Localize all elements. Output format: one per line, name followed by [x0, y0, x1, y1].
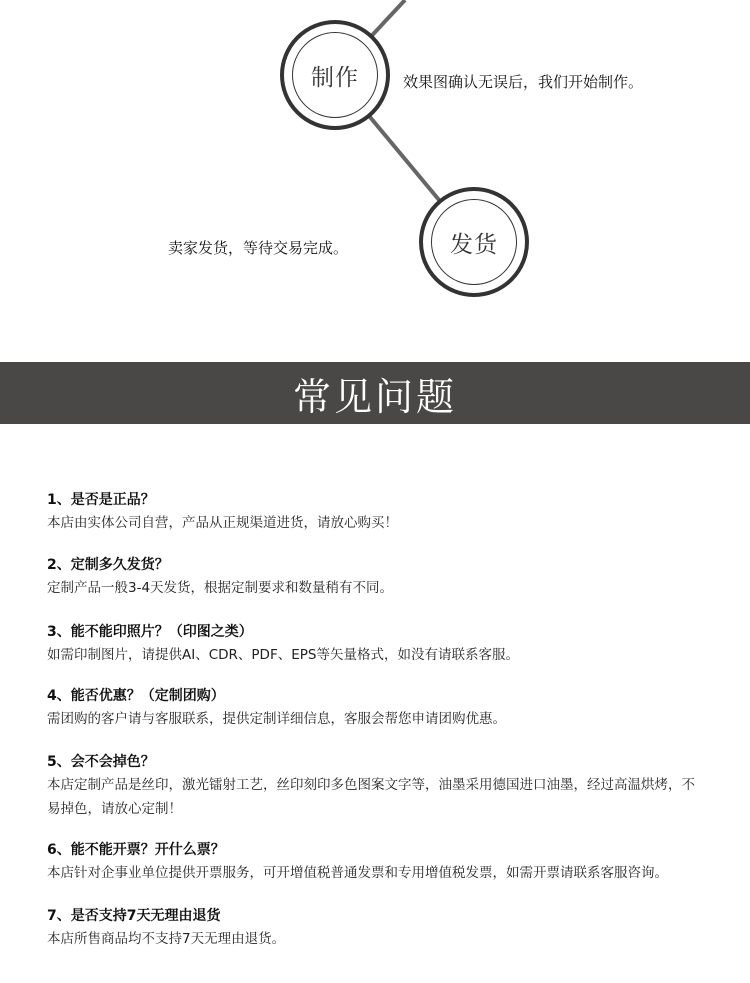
faq-item	[47, 839, 707, 885]
faq-question: 4、能否优惠？（定制团购）	[47, 688, 225, 704]
faq-question: 5、会不会掉色？	[47, 754, 155, 770]
faq-banner	[0, 362, 750, 424]
process-flow	[0, 0, 750, 362]
faq-item	[47, 554, 707, 600]
faq-item	[47, 621, 707, 667]
faq-item	[47, 685, 707, 731]
step-label-production: 制作	[292, 32, 378, 118]
faq-question: 6、能不能开票？开什么票？	[47, 842, 225, 858]
faq-question: 1、是否是正品？	[47, 492, 155, 508]
step-circle-shipping	[419, 187, 529, 297]
faq-answer: 本店定制产品是丝印，激光镭射工艺，丝印刻印多色图案文字等，油墨采用德国进口油墨，经过高温烘烤，不易掉色，请放心定制！	[47, 777, 695, 817]
step-circle-production	[280, 20, 390, 130]
step-text-shipping: 卖家发货，等待交易完成。	[168, 239, 349, 257]
faq-answer: 定制产品一般3-4天发货，根据定制要求和数量稍有不同。	[47, 580, 394, 596]
faq-answer: 需团购的客户请与客服联系，提供定制详细信息，客服会帮您申请团购优惠。	[47, 711, 506, 727]
faq-answer: 本店针对企事业单位提供开票服务，可开增值税普通发票和专用增值税发票，如需开票请联系客服咨询。	[47, 865, 668, 881]
faq-title: 常见问题	[292, 374, 457, 419]
step-text-production: 效果图确认无误后，我们开始制作。	[403, 73, 644, 91]
faq-item	[47, 905, 707, 951]
faq-answer: 本店由实体公司自营，产品从正规渠道进货，请放心购买！	[47, 515, 398, 531]
faq-item	[47, 751, 707, 821]
faq-answer: 如需印制图片，请提供AI、CDR、PDF、EPS等矢量格式，如没有请联系客服。	[47, 647, 519, 663]
faq-item	[47, 489, 707, 535]
faq-question: 2、定制多久发货？	[47, 557, 169, 573]
step-label-shipping: 发货	[431, 199, 517, 285]
faq-question: 3、能不能印照片？（印图之类）	[47, 624, 253, 640]
faq-question: 7、是否支持7天无理由退货	[47, 908, 221, 924]
faq-answer: 本店所售商品均不支持7天无理由退货。	[47, 931, 286, 947]
